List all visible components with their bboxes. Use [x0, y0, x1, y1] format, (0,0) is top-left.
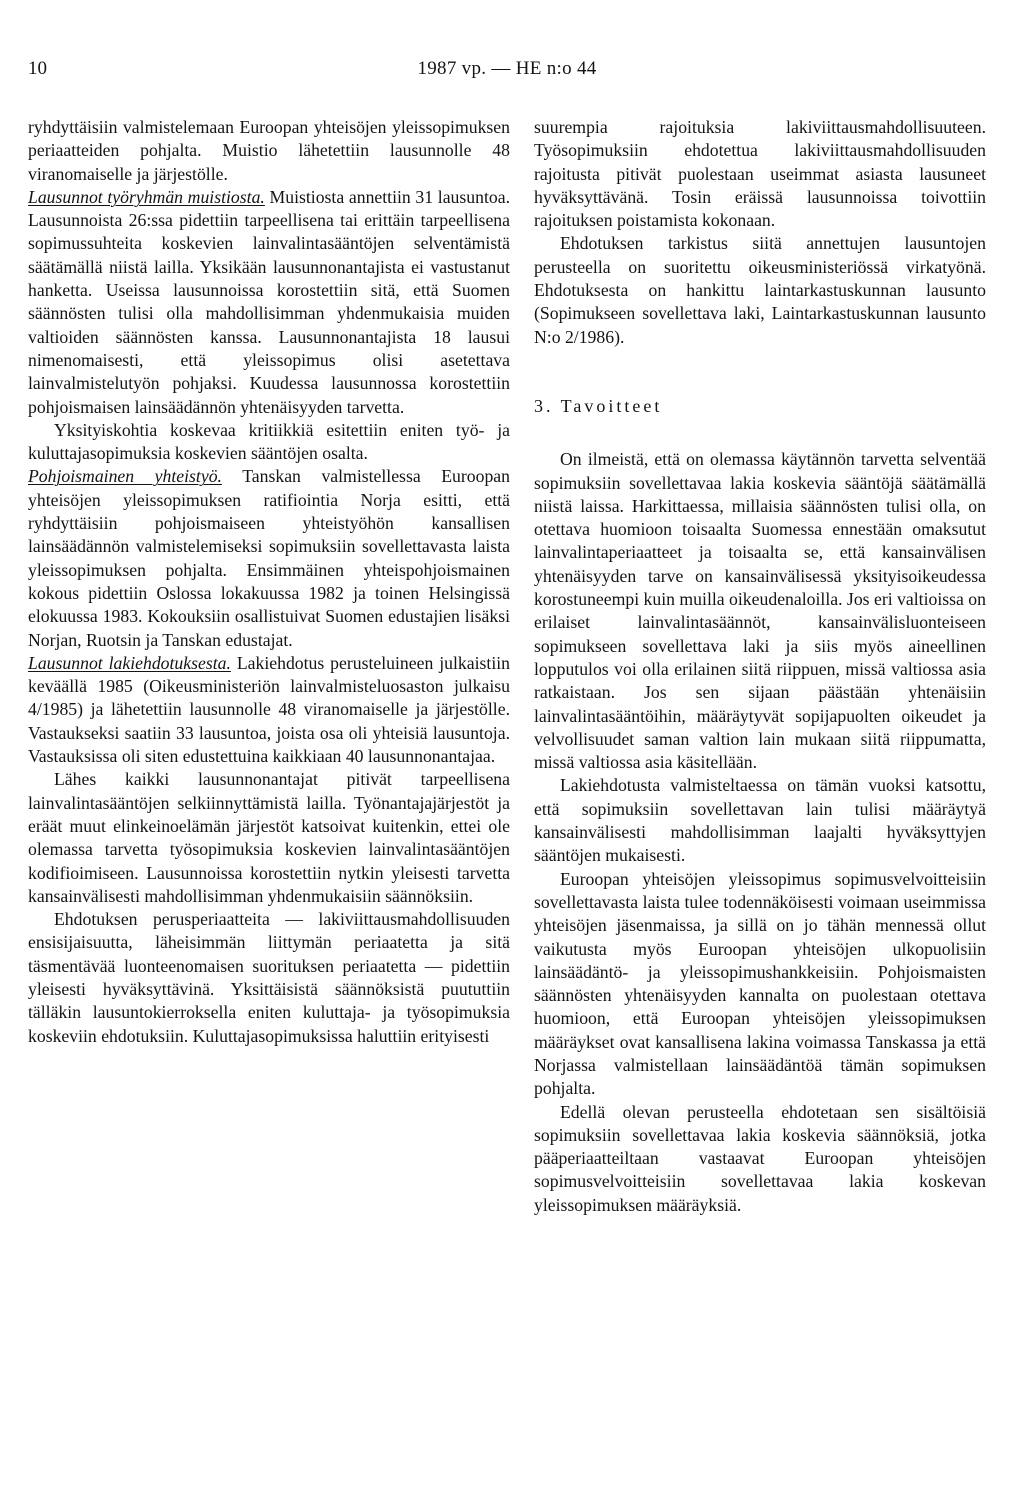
paragraph: Euroopan yhteisöjen yleissopimus sopimusvelvoitteisiin sovellettavasta laista tulee todennäköisesti voimaan useimmissa yhteisöjen jäsenmaissa, ja sillä on jo tähän mennessä ollut vaikutusta myös Euroopan yhteisöjen ulkopuolisiin lainsäädäntö- ja yleissopimushankkeisiin. Pohjoismaisten säännösten yhtenäisyyden kannalta on puolestaan otettava huomioon, että Euroopan yhteisöjen yleissopimuksen määräykset ovat kansallisena lakina voimassa Tanskassa ja että Norjassa valmistellaan lainsäädäntöä tämän sopimuksen pohjalta. [534, 868, 986, 1099]
paragraph: suurempia rajoituksia lakiviittausmahdollisuuteen. Työsopimuksiin ehdotettua lakiviittausmahdollisuuden rajoitusta pitivät puolestaan useimmat asiasta lausuneet hyväksyttävänä. Tosin eräissä lausunnoissa toivottiin rajoituksen poistamista kokonaan. [534, 117, 986, 231]
paragraph: Ehdotuksen perusperiaatteita — lakiviittausmahdollisuuden ensisijaisuutta, läheisimmän liittymän periaatetta ja sitä täsmentävää luonteenomaisen suorituksen periaatetta — pidettiin yleisesti hyväksyttävinä. Yksittäisistä säännöksistä puututtiin tälläkin lausuntokierroksella eniten kuluttaja- ja työsopimuksia koskeviin ehdotuksiin. Kuluttajasopimuksissa haluttiin erityisesti [28, 909, 510, 1046]
paragraph [28, 652, 510, 768]
left-column [28, 116, 510, 1048]
paragraph-text: Tanskan valmistellessa Euroopan yhteisöjen yleissopimuksen ratifiointia Norja esitti, että ryhdyttäisiin pohjoismaiseen yhteistyöhön kansallisen lainsäädännön valmistelemiseksi sopimuksiin sovellettavasta laista yleissopimuksen pohjalta. Ensimmäinen yhteispohjoismainen kokous pidettiin Oslossa lokakuussa 1982 ja toinen Helsingissä elokuussa 1983. Kokouksiin osallistuivat Suomen edustajien lisäksi Norjan, Ruotsin ja Tanskan edustajat. [28, 466, 510, 650]
running-head: 1987 vp. — HE n:o 44 [417, 58, 597, 79]
section-heading: 3. Tavoitteet [534, 395, 663, 416]
paragraph: Lakiehdotusta valmisteltaessa on tämän vuoksi katsottu, että sopimuksiin sovellettavan lain tulisi määräytyä kansainvälisesti mahdollisimman laajalti hyväksyttyjen sääntöjen mukaisesti. [534, 775, 986, 866]
paragraph-label: Pohjoismainen yhteistyö. [28, 466, 222, 487]
paragraph-label: Lausunnot lakiehdotuksesta. [28, 652, 231, 673]
paragraph: Yksityiskohtia koskevaa kritiikkiä esitettiin eniten työ- ja kuluttajasopimuksia koskevien sääntöjen osalta. [28, 419, 510, 464]
paragraph: Edellä olevan perusteella ehdotetaan sen sisältöisiä sopimuksiin sovellettavaa lakia koskevia säännöksiä, jotka pääperiaatteiltaan vastaavat Euroopan yhteisöjen sopimusvelvoitteisiin sovellettavaa lakia koskevan yleissopimuksen määräyksiä. [534, 1101, 986, 1215]
right-column [534, 116, 986, 1217]
page-number: 10 [28, 58, 47, 79]
paragraph-label: Lausunnot työryhmän muistiosta. [28, 186, 265, 207]
page-header [28, 58, 986, 88]
paragraph: Lähes kaikki lausunnonantajat pitivät tarpeellisena lainvalintasääntöjen selkiinnyttämistä lailla. Työnantajajärjestöt ja eräät muut elinkeinoelämän järjestöt katsoivat kuitenkin, ettei ole olemassa tarvetta työsopimuksia koskevien lainvalintasääntöjen kodifioimiseen. Lausunnoissa korostettiin nytkin yleisesti tarvetta kansainvälisesti mahdollisimman yhdenmukaisiin säännöksiin. [28, 769, 510, 906]
paragraph-text: Lakiehdotus perusteluineen julkaistiin keväällä 1985 (Oikeusministeriön lainvalmisteluosaston julkaisu 4/1985) ja lähetettiin lausunnolle 48 viranomaiselle ja järjestölle. Vastaukseksi saatiin 33 lausuntoa, joista osa oli yhteisiä lausuntoja. Vastauksissa oli siten edustettuina kaikkiaan 40 lausunnonantajaa. [28, 652, 510, 767]
paragraph [28, 465, 510, 651]
paragraph: ryhdyttäisiin valmistelemaan Euroopan yhteisöjen yleissopimuksen periaatteiden pohjalta. Muistio lähetettiin lausunnolle 48 viranomaiselle ja järjestölle. [28, 117, 510, 184]
paragraph: On ilmeistä, että on olemassa käytännön tarvetta selventää sopimuksiin sovellettavaa lakia koskevia sääntöjä säätämällä niistä laissa. Harkittaessa, millaisia säännösten tulisi olla, on otettava huomioon toisaalta Suomessa ennestään omaksutut lainvalintaperiaatteet ja toisaalta se, että kansainvälisen yhtenäisyyden tarve on kansainvälisessä yksityisoikeudessa korostuneempi kuin muilla oikeudenaloilla. Jos eri valtioissa on erilaiset lainvalintasäännöt, kansainvälisluonteiseen sopimukseen sovellettava laki ja siis myös aineellinen lopputulos voi olla erilainen siitä riippuen, missä valtiossa asia ratkaistaan. Jos sen sijaan päästään yhtenäisiin lainvalintasääntöihin, määräytyvät sopijapuolten oikeudet ja velvollisuudet saman valtion lain mukaan siitä riippumatta, missä valtiossa asia käsitellään. [534, 449, 986, 773]
paragraph-text: Muistiosta annettiin 31 lausuntoa. Lausunnoista 26:ssa pidettiin tarpeellisena tai erittäin tarpeellisena sopimussuhteita koskevien lainvalintasääntöjen selventämistä säätämällä niistä lailla. Yksikään lausunnonantajista ei vastustanut hanketta. Useissa lausunnoissa korostettiin sitä, että Suomen säännösten tulisi olla mahdollisimman yhdenmukaisia muiden valtioiden säännösten kanssa. Lausunnonantajista 18 lausui nimenomaisesti, että yleissopimus olisi asetettava lainvalmistelutyön pohjaksi. Kuudessa lausunnossa korostettiin pohjoismaisen lainsäädännön yhtenäisyyden tarvetta. [28, 186, 510, 417]
paragraph [28, 186, 510, 419]
paragraph: Ehdotuksen tarkistus siitä annettujen lausuntojen perusteella on suoritettu oikeusministeriössä virkatyönä. Ehdotuksesta on hankittu laintarkastuskunnan lausunto (Sopimukseen sovellettava laki, Laintarkastuskunnan lausunto N:o 2/1986). [534, 233, 986, 347]
